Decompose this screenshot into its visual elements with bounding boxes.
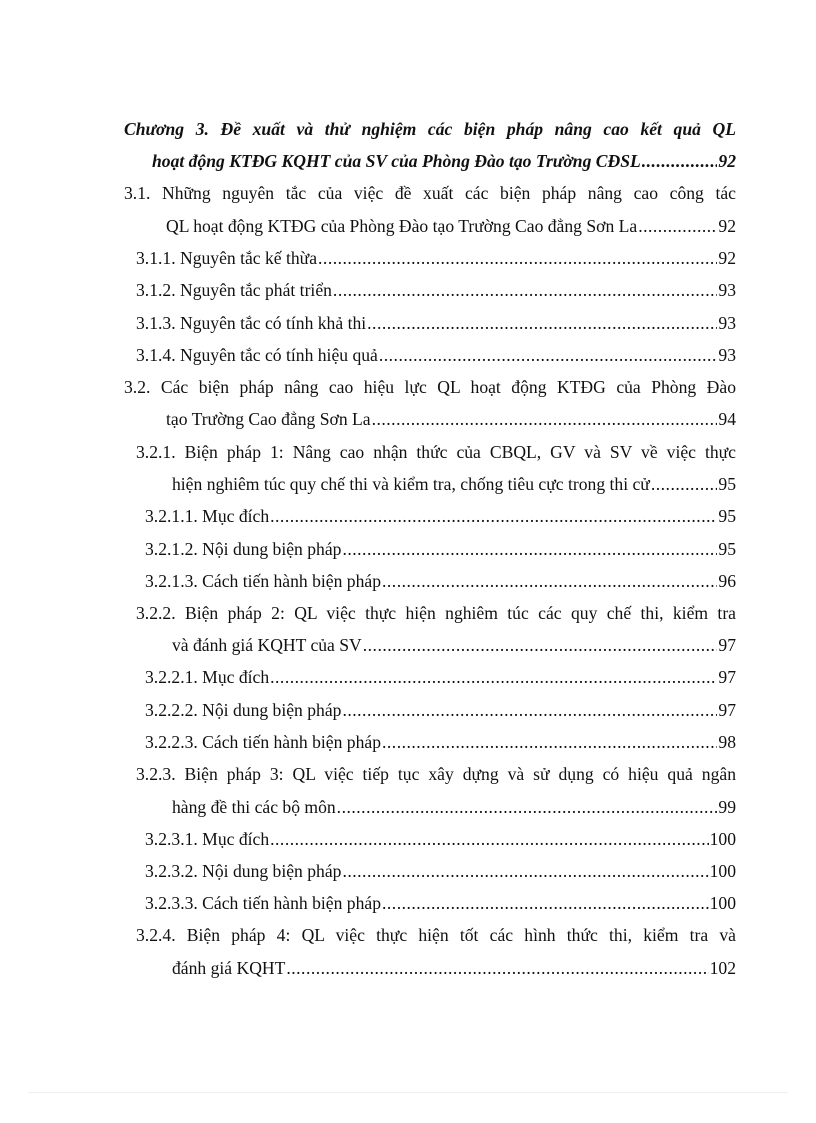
toc-entry-title: 3.1.2. Nguyên tắc phát triển — [136, 280, 332, 300]
leader-dots — [382, 569, 717, 593]
toc-3-2-3-line1: 3.2.3. Biện pháp 3: QL việc tiếp tục xây dựng và sử dụng có hiệu quả ngân — [136, 764, 736, 784]
leader-dots — [638, 214, 717, 238]
toc-entry-title: 3.2.1.1. Mục đích — [145, 506, 270, 526]
toc-3-2-1-2 — [145, 537, 736, 561]
toc-page-number: 102 — [709, 958, 736, 978]
toc-entry-title: hàng đề thi các bộ môn — [172, 797, 336, 817]
leader-dots — [337, 795, 718, 819]
toc-page-number: 99 — [718, 797, 736, 817]
toc-3-2-1-line1: 3.2.1. Biện pháp 1: Nâng cao nhận thức của CBQL, GV và SV về việc thực — [136, 442, 736, 462]
toc-3-2-4-line2 — [172, 956, 736, 980]
toc-entry-title: 3.2.3.2. Nội dung biện pháp — [145, 861, 342, 881]
toc-3-2-2-line2 — [172, 633, 736, 657]
toc-entry-title: 3.2.1.3. Cách tiến hành biện pháp — [145, 571, 381, 591]
toc-page-number: 92 — [718, 151, 736, 171]
toc-entry-title: 3.2.1.2. Nội dung biện pháp — [145, 539, 342, 559]
toc-3-1-line1: 3.1. Những nguyên tắc của việc đề xuất các biện pháp nâng cao công tác — [124, 183, 736, 203]
toc-entry-title: 3.1.1. Nguyên tắc kế thừa — [136, 248, 318, 268]
leader-dots — [382, 730, 717, 754]
toc-page-number: 95 — [718, 474, 736, 494]
toc-page-number: 92 — [718, 216, 736, 236]
toc-page-number: 100 — [709, 893, 736, 913]
toc-page-number: 97 — [718, 635, 736, 655]
toc-entry-title: 3.2.2.1. Mục đích — [145, 667, 270, 687]
toc-entry-title: hoạt động KTĐG KQHT của SV của Phòng Đào tạo Trường CĐSL — [152, 151, 641, 171]
toc-chapter3-line1: Chương 3. Đề xuất và thử nghiệm các biện pháp nâng cao kết quả QL — [124, 119, 736, 139]
toc-entry-title: 3.2.2.2. Nội dung biện pháp — [145, 700, 342, 720]
toc-3-1-1 — [136, 246, 736, 270]
page-bottom-divider — [28, 1092, 788, 1093]
leader-dots — [270, 827, 708, 851]
toc-3-2-2-3 — [145, 730, 736, 754]
leader-dots — [367, 311, 717, 335]
leader-dots — [642, 149, 718, 173]
toc-entry-title: hiện nghiêm túc quy chế thi và kiểm tra, chống tiêu cực trong thi cử — [172, 474, 650, 494]
leader-dots — [318, 246, 717, 270]
toc-page-number: 100 — [709, 829, 736, 849]
leader-dots — [363, 633, 718, 657]
toc-entry-title: 3.2.3.3. Cách tiến hành biện pháp — [145, 893, 381, 913]
toc-3-2-3-1 — [145, 827, 736, 851]
toc-entry-title: QL hoạt động KTĐG của Phòng Đào tạo Trường Cao đẳng Sơn La — [166, 216, 638, 236]
toc-page-number: 96 — [718, 571, 736, 591]
toc-entry-title: tạo Trường Cao đẳng Sơn La — [166, 409, 371, 429]
toc-3-2-1-line2 — [172, 472, 736, 496]
toc-3-2-4-line1: 3.2.4. Biện pháp 4: QL việc thực hiện tốt các hình thức thi, kiểm tra và — [136, 925, 736, 945]
toc-3-2-3-2 — [145, 859, 736, 883]
toc-entry-title: 3.2.2.3. Cách tiến hành biện pháp — [145, 732, 381, 752]
leader-dots — [333, 278, 717, 302]
leader-dots — [651, 472, 718, 496]
toc-3-1-2 — [136, 278, 736, 302]
toc-chapter3-line2 — [152, 149, 736, 173]
toc-page-number: 97 — [718, 667, 736, 687]
toc-page-number: 98 — [718, 732, 736, 752]
toc-page-number: 95 — [718, 506, 736, 526]
toc-3-2-line1: 3.2. Các biện pháp nâng cao hiệu lực QL hoạt động KTĐG của Phòng Đào — [124, 377, 736, 397]
leader-dots — [270, 665, 717, 689]
toc-page-number: 93 — [718, 313, 736, 333]
toc-page-number: 95 — [718, 539, 736, 559]
toc-entry-title: 3.1.4. Nguyên tắc có tính hiệu quả — [136, 345, 378, 365]
toc-3-2-3-line2 — [172, 795, 736, 819]
toc-3-1-line2 — [166, 214, 736, 238]
toc-3-2-2-line1: 3.2.2. Biện pháp 2: QL việc thực hiện nghiêm túc các quy chế thi, kiểm tra — [136, 603, 736, 623]
toc-entry-title: đánh giá KQHT — [172, 958, 286, 978]
toc-3-2-3-3 — [145, 891, 736, 915]
toc-3-2-2-2 — [145, 698, 736, 722]
toc-entry-title: 3.1.3. Nguyên tắc có tính khả thi — [136, 313, 367, 333]
toc-page-number: 97 — [718, 700, 736, 720]
toc-page-number: 100 — [709, 861, 736, 881]
toc-3-1-3 — [136, 311, 736, 335]
toc-3-2-1-3 — [145, 569, 736, 593]
leader-dots — [382, 891, 709, 915]
leader-dots — [342, 859, 708, 883]
leader-dots — [270, 504, 717, 528]
toc-3-2-1-1 — [145, 504, 736, 528]
leader-dots — [286, 956, 708, 980]
leader-dots — [379, 343, 718, 367]
toc-page-number: 93 — [718, 345, 736, 365]
toc-entry-title: 3.2.3.1. Mục đích — [145, 829, 270, 849]
toc-entry-title: và đánh giá KQHT của SV — [172, 635, 362, 655]
toc-3-2-line2 — [166, 407, 736, 431]
leader-dots — [342, 537, 717, 561]
toc-3-1-4 — [136, 343, 736, 367]
leader-dots — [342, 698, 717, 722]
toc-page-number: 94 — [718, 409, 736, 429]
toc-page-number: 93 — [718, 280, 736, 300]
leader-dots — [372, 407, 718, 431]
toc-3-2-2-1 — [145, 665, 736, 689]
toc-page-number: 92 — [718, 248, 736, 268]
